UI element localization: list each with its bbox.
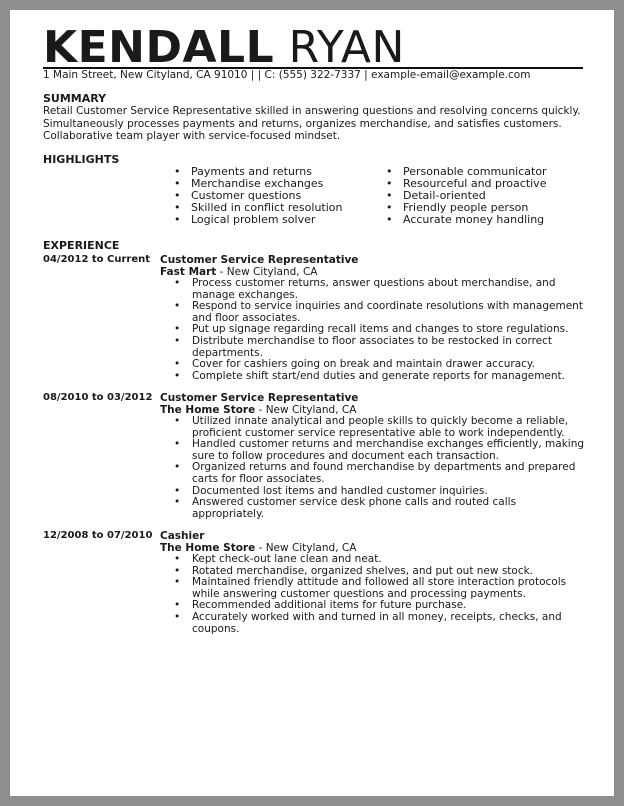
job-bullets xyxy=(160,278,588,382)
job-bullet: • Distribute merchandise to floor associates to be restocked in correct departments. xyxy=(160,336,588,359)
job-bullet: • Accurately worked with and turned in all money, receipts, checks, and coupons. xyxy=(160,612,588,635)
highlights-heading: HIGHLIGHTS xyxy=(43,153,120,166)
job-bullet: • Recommended additional items for future purchase. xyxy=(160,600,588,612)
job-bullet: • Utilized innate analytical and people skills to quickly become a reliable, proficient customer service representative able to work independently. xyxy=(160,416,588,439)
summary-text: Retail Customer Service Representative skilled in answering questions and resolving concerns quickly. Simultaneously processes payments and returns, organizes merchandise, and satisfies customers. Collaborative team player with service-focused mindset. xyxy=(43,105,581,142)
job-bullets xyxy=(160,416,588,520)
contact-line: 1 Main Street, New Cityland, CA 91010 | | C: (555) 322-7337 | example-email@example.com xyxy=(43,69,531,81)
last-name: RYAN xyxy=(288,22,405,73)
job-bullet: • Documented lost items and handled customer inquiries. xyxy=(160,486,588,498)
highlight-item: • Skilled in conflict resolution xyxy=(168,202,343,214)
highlight-item: • Payments and returns xyxy=(168,166,343,178)
experience-heading: EXPERIENCE xyxy=(43,239,120,252)
job-title: Cashier xyxy=(160,530,205,542)
job-bullet: • Organized returns and found merchandise by departments and prepared carts for floor associates. xyxy=(160,462,588,485)
highlight-item: • Resourceful and proactive xyxy=(380,178,547,190)
highlight-item: • Customer questions xyxy=(168,190,343,202)
job-dates: 04/2012 to Current xyxy=(43,254,151,265)
highlight-item: • Detail-oriented xyxy=(380,190,547,202)
job-location: - New Cityland, CA xyxy=(255,542,357,554)
job-bullet: • Put up signage regarding recall items and changes to store regulations. xyxy=(160,324,588,336)
job-title: Customer Service Representative xyxy=(160,254,359,266)
job-location: - New Cityland, CA xyxy=(255,404,357,416)
resume-page xyxy=(10,10,614,796)
job-location: - New Cityland, CA xyxy=(216,266,318,278)
job-dates: 08/2010 to 03/2012 xyxy=(43,392,153,403)
company-name: The Home Store xyxy=(160,542,256,554)
highlight-item: • Merchandise exchanges xyxy=(168,178,343,190)
highlights-left-list xyxy=(168,166,343,226)
highlight-item: • Logical problem solver xyxy=(168,214,343,226)
job-title: Customer Service Representative xyxy=(160,392,359,404)
job-bullet: • Rotated merchandise, organized shelves, and put out new stock. xyxy=(160,566,588,578)
job-bullet: • Complete shift start/end duties and generate reports for management. xyxy=(160,371,588,383)
company-name: The Home Store xyxy=(160,404,256,416)
highlight-item: • Accurate money handling xyxy=(380,214,547,226)
highlight-item: • Friendly people person xyxy=(380,202,547,214)
company-name: Fast Mart xyxy=(160,266,217,278)
job-bullet: • Respond to service inquiries and coordinate resolutions with management and floor associates. xyxy=(160,301,588,324)
highlights-right-list xyxy=(380,166,547,226)
job-bullet: • Process customer returns, answer questions about merchandise, and manage exchanges. xyxy=(160,278,588,301)
job-bullet: • Cover for cashiers going on break and maintain drawer accuracy. xyxy=(160,359,588,371)
candidate-name xyxy=(43,24,405,72)
job-bullet: • Maintained friendly attitude and followed all store interaction protocols while answering customer questions and processing payments. xyxy=(160,577,588,600)
first-name: KENDALL xyxy=(43,22,275,73)
job-bullet: • Answered customer service desk phone calls and routed calls appropriately. xyxy=(160,497,588,520)
summary-heading: SUMMARY xyxy=(43,92,107,105)
highlight-item: • Personable communicator xyxy=(380,166,547,178)
job-dates: 12/2008 to 07/2010 xyxy=(43,530,153,541)
job-bullet: • Handled customer returns and merchandise exchanges efficiently, making sure to follow procedures and document each transaction. xyxy=(160,439,588,462)
job-bullets xyxy=(160,554,588,635)
job-bullet: • Kept check-out lane clean and neat. xyxy=(160,554,588,566)
